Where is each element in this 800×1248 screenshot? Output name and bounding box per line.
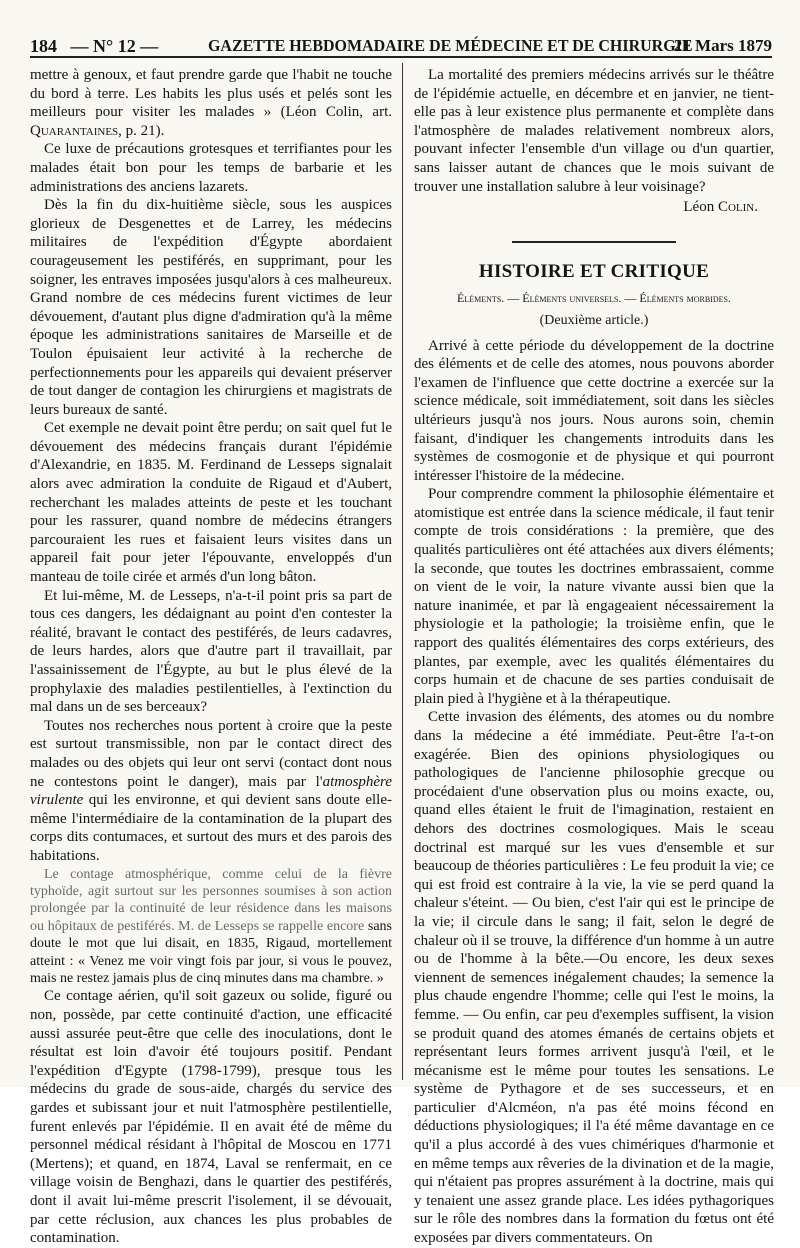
right-column — [414, 66, 774, 1248]
faded-text: Le contage atmosphérique, comme celui de la fièvre typhoïde, agit surtout sur les personnes soumises à son action prolongée par la continuité de leur résidence dans les maisons ou hôpitaux de pestiférés. M. de Lesseps se rappelle encore — [30, 866, 392, 934]
column-divider — [402, 63, 403, 1080]
issue-date: 21 Mars 1879 — [673, 36, 772, 55]
section-title: HISTOIRE ET CRITIQUE — [478, 260, 710, 282]
paragraph: Toutes nos recherches nous portent à croire que la peste est surtout transmissible, non par le contact direct des malades ou des objets qui leur ont servi (contact dont nous ne contestons point le danger), mais par l'atmosphère virulente qui les environne, et qui devient sans doute elle-même l'intermédiaire de la contamination de la plupart des corps dits contumaces, et surtout des murs et des parois des habitations. — [30, 717, 392, 864]
page-number-and-issue — [30, 36, 158, 57]
paragraph: Ce contage aérien, qu'il soit gazeux ou solide, figuré ou non, possède, par cette continuité d'action, une efficacité aussi assurée peut-être que celle des inoculations, dont le résultat est loin d'avoir été toujours positif. Pendant l'expédition d'Egypte (1798-1799), presque tous les médecins du grade de sous-aide, chargés du service des gardes et subissant jour et nuit l'atmosphère pestilentielle, furent enlevés par l'épidémie. Il en avait été de même du personnel médical résidant à l'hôpital de Moscou en 1771 (Mertens); et quand, en 1874, Laval se renfermait, en ce village voisin de Benghazi, dans le quartier des pestiférés, dont il avait lui-même prescrit l'isolement, il se dévouait, par cette réclusion, aux chances les plus probables de contamination. — [30, 988, 392, 1247]
article-reference: Quarantaines — [30, 122, 119, 139]
journal-title: GAZETTE HEBDOMADAIRE DE MÉDECINE ET DE CHIRURGIE — [208, 36, 693, 55]
paragraph: Cette invasion des éléments, des atomes ou du nombre dans la médecine a été immédiate. Peut-être l'a-t-on exagérée. Bien des opinions physiologiques ou pathologiques de l'ancienne philosophie grecque ou procédaient d'une observation plus ou moins exacte, ou, quand elles étaient le fruit de l'imagination, restaient en dehors des doctrines cosmologiques. Mais le sceau doctrinal est marqué sur les vues d'ensemble et sur beaucoup de théories particulières : Le feu produit la vie; ce qui est froid est contraire à la vie, la vie se perd quand la chaleur s'éteint. — Ou bien, c'est l'air qui est le principe de la vie; il circule dans le sang; il fait, selon le degré de chaleur où il se trouve, la différence d'un homme à un autre ou de l'homme à la bête.—Ou encore, les deux sexes viennent de semences inégalement chaudes; la semence la plus chaude engendre l'homme; celle qui l'est le moins, la femme. — Ou enfin, car peu d'exemples suffisent, la vision se produit quand des atomes émanés de certains objets et représentant leurs formes arrivent jusqu'à l'œil, et le mécanisme est le même pour toutes les sensations. Le système de Pythagore et de ses successeurs, et en particulier d'Alcméon, n'a pas été moins fécond en déductions physiologiques; il l'a été même davantage en ce qu'il a plus accordé à des vues chimériques d'harmonie et en même temps aux rêveries de la divination et de la magie, qui n'étaient pas propres assurément à la doctrine, mais qui y tenaient une assez grande place. Les idées pythagoriques sur le rôle des nombres dans la formation du fœtus ont été exposées par divers commentateurs. On — [414, 709, 774, 1247]
emphasis: atmosphère virulente — [30, 773, 392, 809]
paragraph: La mortalité des premiers médecins arrivés sur le théâtre de l'épidémie actuelle, en décembre et en janvier, ne tient-elle pas à leur existence plus permanente et complète dans l'atmosphère de malades relativement nombreux alors, pouvant infecter l'ensemble d'un village ou d'un quartier, sans laisser autant de chances que le mois suivant de trouver une installation salubre à leur voisinage? — [414, 67, 774, 195]
paragraph: mettre à genoux, et faut prendre garde que l'habit ne touche du bord à terre. Les habits les plus usés et pelés sont les meilleurs pour visiter les malades » (Léon Colin, art. Quarantaines, p. 21). — [30, 67, 392, 139]
paragraph: Cet exemple ne devait point être perdu; on sait quel fut le dévouement des médecins français durant l'épidémie d'Alexandrie, en 1835. M. Ferdinand de Lesseps signalait alors avec admiration la conduite de Rigaud et d'Aubert, recherchant les malades atteints de peste et les touchant pour les rassurer, quand nombre de médecins étrangers parcouraient les rues et faisaient leurs visites dans un appareil fait pour jeter l'épouvante, enveloppés d'un manteau de toile cirée et armés d'un long bâton. — [30, 420, 392, 586]
section-separator — [512, 241, 676, 243]
section-subtitle: Éléments. — Éléments universels. — Éléments morbides. — [457, 291, 731, 306]
paragraph: Dès la fin du dix-huitième siècle, sous les auspices glorieux de Desgenettes et de Larrey, les médecins militaires de l'expédition d'Égypte abordaient courageusement les pestiférés, en supprimant, pour les soigner, les entraves imposées jusqu'alors à ces malheureux. Grand nombre de ces médecins furent victimes de leur dévouement, d'autant plus digne d'admiration qu'à la même époque les administrations sanitaires de Marseille et de Toulon épuisaient leur activité à la recherche de perfectionnements pour les appareils qui devaient préserver de tout danger de contagion les chirurgiens et magistrats de leurs bureaux de santé. — [30, 197, 392, 418]
paragraph: Ce luxe de précautions grotesques et terrifiantes pour les malades était bon pour les temps de barbarie et les administrations des anciens lazarets. — [30, 141, 392, 195]
left-column — [30, 66, 392, 1248]
paragraph: Et lui-même, M. de Lesseps, n'a-t-il point pris sa part de tous ces dangers, les dédaignant au point d'en contester la réalité, bravant le contact des pestiférés, de leurs cadavres, de leurs hardes, alors que d'autre part il travaillait, par l'assainissement de l'Égypte, au but le plus élevé de la prophylaxie des maladies pestilentielles, à l'extinction du mal dans un de ses berceaux? — [30, 587, 392, 716]
paragraph: Arrivé à cette période du développement de la doctrine des éléments et de celle des atomes, nous pouvons aborder l'examen de l'influence que cette doctrine a exercée sur la science médicale, soit immédiatement, soit dans les siècles ultérieurs jusqu'à nos jours. Nous aurons soin, chemin faisant, d'indiquer les changements introduits dans les systèmes de cosmogonie et de physique et qui pourront intéresser l'histoire de la médecine. — [414, 337, 774, 484]
issue-number: — N° 12 — — [70, 36, 159, 56]
paragraph: Le contage atmosphérique, comme celui de la fièvre typhoïde, agit surtout sur les personnes soumises à son action prolongée par la continuité de leur résidence dans les maisons ou hôpitaux de pestiférés. M. de Lesseps se rappelle encore sans doute le mot que lui disait, en 1835, Rigaud, mortellement atteint : « Venez me voir vingt fois par jour, si vous le pouvez, mais ne restez jamais plus de cinq minutes dans ma chambre. » — [30, 866, 392, 986]
page-number: 184 — [30, 36, 57, 56]
page-header — [30, 8, 772, 58]
article-number: (Deuxième article.) — [539, 312, 649, 328]
paragraph: Pour comprendre comment la philosophie élémentaire et atomistique est entrée dans la science médicale, il faut tenir compte de trois considérations : la première, que des qualités particulières ont été attachées aux divers éléments; la seconde, que toutes les doctrines embrassaient, comme on vient de le voir, la nature vivante aussi bien que la nature inanimée, et par là engageaient nécessairement la physiologie et la pathologie; la troisième enfin, que le rapport des qualités élémentaires des corps extérieurs, des plantes, par exemple, avec les qualités élémentaires du corps humain et de chacune de ses parties conduisait de plain pied à l'hygiène et à la thérapeutique. — [414, 486, 774, 707]
signature: Léon Colin. — [683, 199, 758, 216]
